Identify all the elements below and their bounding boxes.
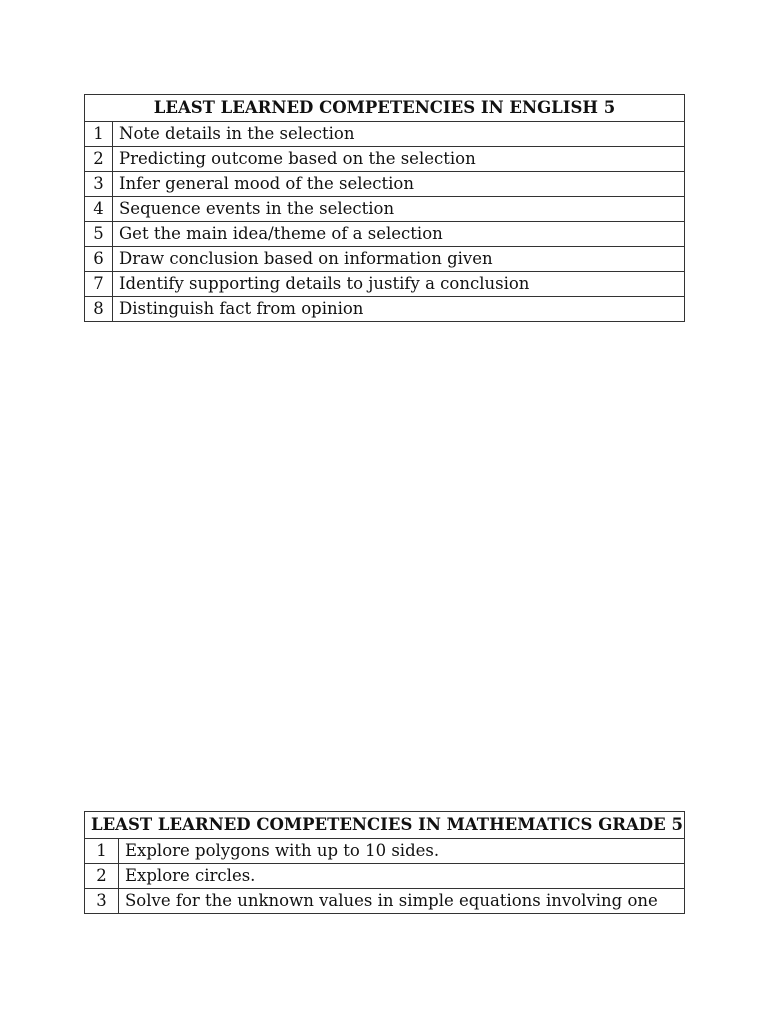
competency-text: Predicting outcome based on the selection	[113, 147, 685, 172]
table-header-row	[85, 812, 685, 839]
table-row	[85, 839, 685, 864]
table-row	[85, 889, 685, 914]
english-competencies-table	[84, 94, 685, 322]
competency-text: Get the main idea/theme of a selection	[113, 222, 685, 247]
competency-text: Identify supporting details to justify a conclusion	[113, 272, 685, 297]
table-row	[85, 197, 685, 222]
row-number: 6	[85, 247, 113, 272]
table-row	[85, 122, 685, 147]
math-competencies-table	[84, 811, 685, 914]
competency-text: Distinguish fact from opinion	[113, 297, 685, 322]
math-table-title: LEAST LEARNED COMPETENCIES IN MATHEMATICS GRADE 5	[85, 812, 685, 839]
competency-text: Draw conclusion based on information given	[113, 247, 685, 272]
competency-text: Sequence events in the selection	[113, 197, 685, 222]
table-row	[85, 147, 685, 172]
table-row	[85, 247, 685, 272]
row-number: 1	[85, 122, 113, 147]
row-number: 1	[85, 839, 119, 864]
table-row	[85, 272, 685, 297]
competency-text: Explore polygons with up to 10 sides.	[119, 839, 685, 864]
row-number: 3	[85, 889, 119, 914]
table-row	[85, 864, 685, 889]
row-number: 7	[85, 272, 113, 297]
table-row	[85, 222, 685, 247]
row-number: 2	[85, 864, 119, 889]
competency-text: Solve for the unknown values in simple equations involving one	[119, 889, 685, 914]
row-number: 5	[85, 222, 113, 247]
english-table-title: LEAST LEARNED COMPETENCIES IN ENGLISH 5	[85, 95, 685, 122]
row-number: 8	[85, 297, 113, 322]
table-header-row	[85, 95, 685, 122]
table-row	[85, 172, 685, 197]
competency-text: Infer general mood of the selection	[113, 172, 685, 197]
table-row	[85, 297, 685, 322]
row-number: 3	[85, 172, 113, 197]
competency-text: Note details in the selection	[113, 122, 685, 147]
competency-text: Explore circles.	[119, 864, 685, 889]
row-number: 2	[85, 147, 113, 172]
row-number: 4	[85, 197, 113, 222]
